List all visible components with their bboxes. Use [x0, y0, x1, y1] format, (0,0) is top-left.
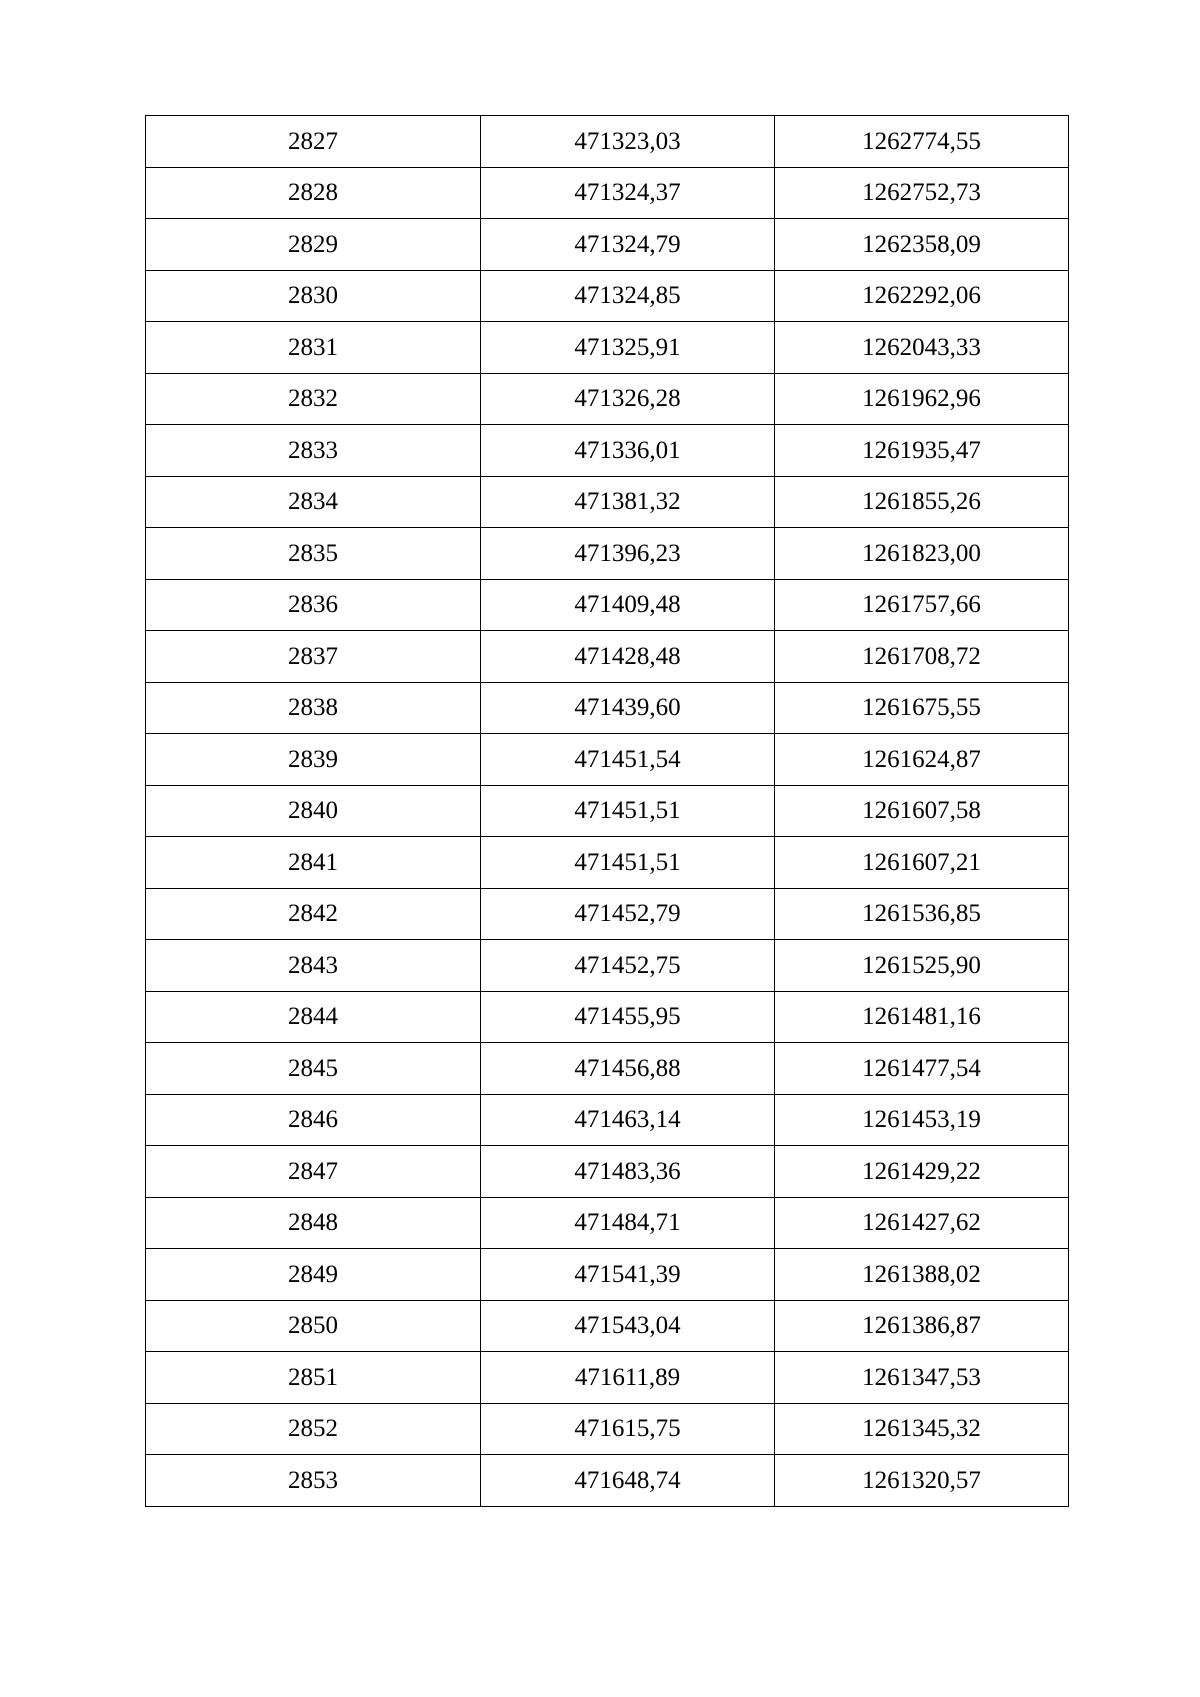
y-coordinate-cell: 1261525,90 — [775, 940, 1069, 992]
x-coordinate-cell: 471451,51 — [481, 837, 775, 889]
y-coordinate-cell: 1261607,21 — [775, 837, 1069, 889]
y-coordinate-cell: 1261453,19 — [775, 1094, 1069, 1146]
point-number-cell: 2830 — [146, 270, 481, 322]
x-coordinate-cell: 471428,48 — [481, 631, 775, 683]
x-coordinate-cell: 471381,32 — [481, 476, 775, 528]
y-coordinate-cell: 1261757,66 — [775, 579, 1069, 631]
x-coordinate-cell: 471336,01 — [481, 425, 775, 477]
x-coordinate-cell: 471611,89 — [481, 1352, 775, 1404]
table-row — [146, 1249, 1069, 1301]
point-number-cell: 2836 — [146, 579, 481, 631]
point-number-cell: 2850 — [146, 1300, 481, 1352]
table-row — [146, 631, 1069, 683]
table-row — [146, 1403, 1069, 1455]
table-row — [146, 528, 1069, 580]
x-coordinate-cell: 471323,03 — [481, 116, 775, 168]
x-coordinate-cell: 471648,74 — [481, 1455, 775, 1507]
point-number-cell: 2835 — [146, 528, 481, 580]
y-coordinate-cell: 1261345,32 — [775, 1403, 1069, 1455]
point-number-cell: 2833 — [146, 425, 481, 477]
point-number-cell: 2840 — [146, 785, 481, 837]
point-number-cell: 2843 — [146, 940, 481, 992]
table-row — [146, 167, 1069, 219]
x-coordinate-cell: 471409,48 — [481, 579, 775, 631]
table-row — [146, 425, 1069, 477]
x-coordinate-cell: 471463,14 — [481, 1094, 775, 1146]
y-coordinate-cell: 1262043,33 — [775, 322, 1069, 374]
y-coordinate-cell: 1261429,22 — [775, 1146, 1069, 1198]
point-number-cell: 2841 — [146, 837, 481, 889]
x-coordinate-cell: 471326,28 — [481, 373, 775, 425]
y-coordinate-cell: 1261347,53 — [775, 1352, 1069, 1404]
point-number-cell: 2829 — [146, 219, 481, 271]
y-coordinate-cell: 1261536,85 — [775, 888, 1069, 940]
point-number-cell: 2846 — [146, 1094, 481, 1146]
table-row — [146, 1352, 1069, 1404]
table-row — [146, 579, 1069, 631]
table-row — [146, 373, 1069, 425]
x-coordinate-cell: 471324,79 — [481, 219, 775, 271]
x-coordinate-cell: 471452,75 — [481, 940, 775, 992]
table-row — [146, 322, 1069, 374]
x-coordinate-cell: 471455,95 — [481, 991, 775, 1043]
table-row — [146, 1197, 1069, 1249]
coordinates-table — [145, 115, 1069, 1507]
x-coordinate-cell: 471324,37 — [481, 167, 775, 219]
table-row — [146, 1146, 1069, 1198]
table-row — [146, 888, 1069, 940]
x-coordinate-cell: 471484,71 — [481, 1197, 775, 1249]
point-number-cell: 2842 — [146, 888, 481, 940]
x-coordinate-cell: 471452,79 — [481, 888, 775, 940]
y-coordinate-cell: 1262292,06 — [775, 270, 1069, 322]
point-number-cell: 2852 — [146, 1403, 481, 1455]
table-row — [146, 734, 1069, 786]
point-number-cell: 2845 — [146, 1043, 481, 1095]
y-coordinate-cell: 1262752,73 — [775, 167, 1069, 219]
x-coordinate-cell: 471483,36 — [481, 1146, 775, 1198]
point-number-cell: 2831 — [146, 322, 481, 374]
y-coordinate-cell: 1261386,87 — [775, 1300, 1069, 1352]
coordinates-table-body — [146, 116, 1069, 1507]
y-coordinate-cell: 1262358,09 — [775, 219, 1069, 271]
y-coordinate-cell: 1261855,26 — [775, 476, 1069, 528]
y-coordinate-cell: 1261935,47 — [775, 425, 1069, 477]
point-number-cell: 2847 — [146, 1146, 481, 1198]
table-row — [146, 1094, 1069, 1146]
y-coordinate-cell: 1262774,55 — [775, 116, 1069, 168]
table-row — [146, 1455, 1069, 1507]
table-row — [146, 785, 1069, 837]
table-row — [146, 682, 1069, 734]
y-coordinate-cell: 1261624,87 — [775, 734, 1069, 786]
table-row — [146, 991, 1069, 1043]
y-coordinate-cell: 1261607,58 — [775, 785, 1069, 837]
x-coordinate-cell: 471325,91 — [481, 322, 775, 374]
point-number-cell: 2851 — [146, 1352, 481, 1404]
point-number-cell: 2853 — [146, 1455, 481, 1507]
point-number-cell: 2834 — [146, 476, 481, 528]
x-coordinate-cell: 471451,54 — [481, 734, 775, 786]
point-number-cell: 2828 — [146, 167, 481, 219]
table-row — [146, 476, 1069, 528]
point-number-cell: 2839 — [146, 734, 481, 786]
point-number-cell: 2832 — [146, 373, 481, 425]
x-coordinate-cell: 471396,23 — [481, 528, 775, 580]
x-coordinate-cell: 471541,39 — [481, 1249, 775, 1301]
table-row — [146, 219, 1069, 271]
x-coordinate-cell: 471615,75 — [481, 1403, 775, 1455]
point-number-cell: 2848 — [146, 1197, 481, 1249]
table-row — [146, 940, 1069, 992]
table-row — [146, 116, 1069, 168]
y-coordinate-cell: 1261320,57 — [775, 1455, 1069, 1507]
y-coordinate-cell: 1261427,62 — [775, 1197, 1069, 1249]
y-coordinate-cell: 1261823,00 — [775, 528, 1069, 580]
x-coordinate-cell: 471456,88 — [481, 1043, 775, 1095]
x-coordinate-cell: 471543,04 — [481, 1300, 775, 1352]
point-number-cell: 2849 — [146, 1249, 481, 1301]
y-coordinate-cell: 1261388,02 — [775, 1249, 1069, 1301]
y-coordinate-cell: 1261675,55 — [775, 682, 1069, 734]
point-number-cell: 2837 — [146, 631, 481, 683]
y-coordinate-cell: 1261962,96 — [775, 373, 1069, 425]
y-coordinate-cell: 1261481,16 — [775, 991, 1069, 1043]
x-coordinate-cell: 471439,60 — [481, 682, 775, 734]
table-row — [146, 837, 1069, 889]
y-coordinate-cell: 1261477,54 — [775, 1043, 1069, 1095]
x-coordinate-cell: 471324,85 — [481, 270, 775, 322]
table-row — [146, 270, 1069, 322]
y-coordinate-cell: 1261708,72 — [775, 631, 1069, 683]
point-number-cell: 2844 — [146, 991, 481, 1043]
point-number-cell: 2827 — [146, 116, 481, 168]
table-row — [146, 1300, 1069, 1352]
table-row — [146, 1043, 1069, 1095]
point-number-cell: 2838 — [146, 682, 481, 734]
x-coordinate-cell: 471451,51 — [481, 785, 775, 837]
